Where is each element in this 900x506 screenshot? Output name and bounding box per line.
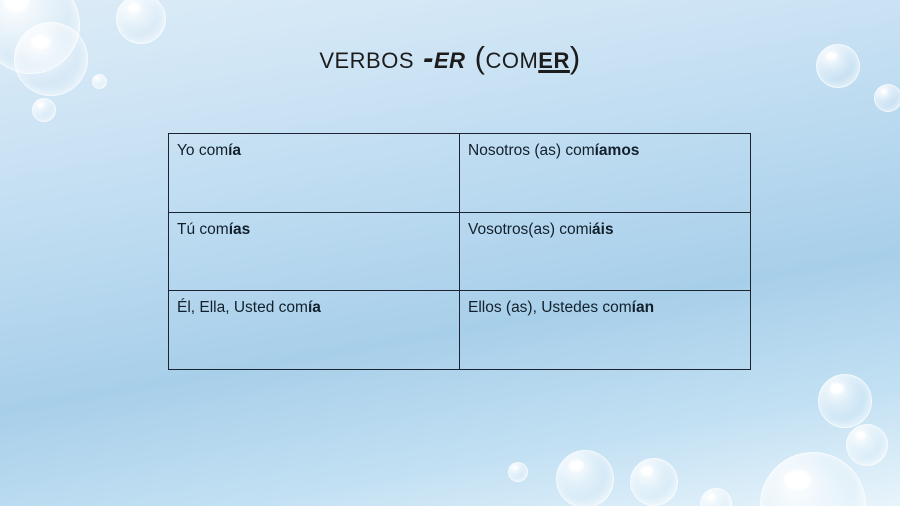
bubble-icon [556, 450, 614, 506]
cell-text: Tú com [177, 220, 229, 238]
cell-text: Yo com [177, 142, 229, 159]
page-title [0, 40, 900, 76]
table-row [169, 134, 751, 213]
bubble-icon [92, 74, 107, 89]
title-part-er: -er [423, 40, 466, 75]
cell-accent: ías [228, 220, 251, 238]
cell-text: Vosotros(as) comi [468, 220, 593, 238]
bubble-icon [760, 452, 866, 506]
cell-accent: íamos [594, 142, 640, 159]
conjugation-table [168, 133, 751, 370]
cell-accent: ía [228, 142, 242, 159]
bubble-icon [700, 488, 732, 506]
table-cell-ellos-ustedes [460, 291, 751, 370]
title-part-com-open: (com [465, 40, 539, 75]
cell-accent: ían [631, 299, 655, 317]
bubble-icon [508, 462, 528, 482]
cell-text: Él, Ella, Usted com [177, 299, 308, 317]
bubble-icon [32, 98, 56, 122]
table-cell-vosotros [460, 212, 751, 291]
cell-accent: ía [307, 299, 321, 317]
title-part-verbos: verbos [319, 40, 424, 75]
table-cell-yo [169, 134, 460, 213]
bubble-icon [116, 0, 166, 44]
bubble-icon [818, 374, 872, 428]
conjugation-table-wrapper [168, 133, 732, 369]
cell-text: Nosotros (as) com [468, 142, 595, 159]
bubble-icon [874, 84, 900, 112]
cell-text: Ellos (as), Ustedes com [468, 299, 632, 317]
table-cell-nosotros [460, 134, 751, 213]
title-part-er-underlined: er [538, 40, 570, 75]
table-row [169, 291, 751, 370]
bubble-icon [846, 424, 888, 466]
table-row [169, 212, 751, 291]
cell-accent: áis [592, 220, 614, 238]
bubble-icon [630, 458, 678, 506]
table-cell-el-ella-usted [169, 291, 460, 370]
table-cell-tu [169, 212, 460, 291]
title-part-close: ) [569, 40, 581, 75]
